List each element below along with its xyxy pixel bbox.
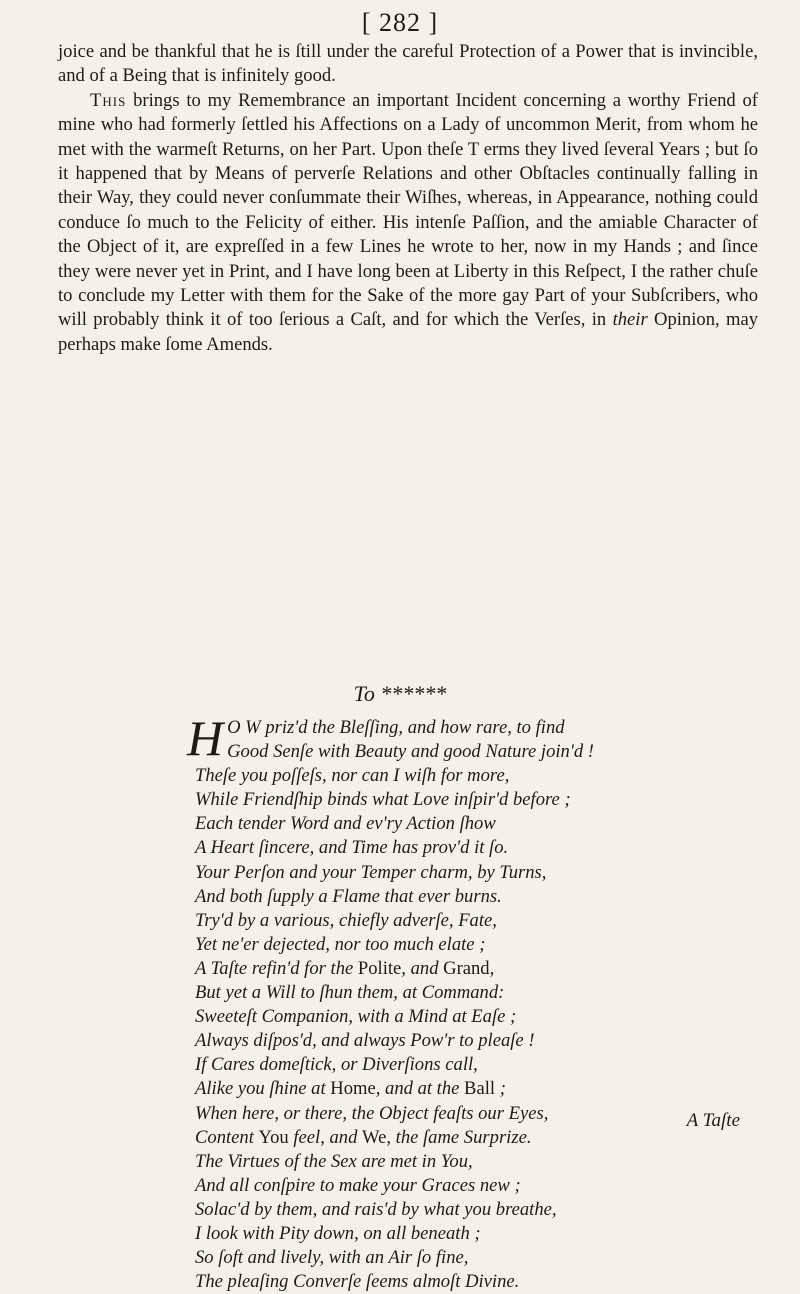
poem-line: If Cares domeſtick, or Diverſions call, bbox=[195, 1054, 478, 1076]
poem-line: Your Perſon and your Temper charm, by Turns, bbox=[195, 861, 547, 883]
paragraph-2-first-word: This bbox=[90, 89, 127, 111]
poem-line: O W priz'd the Bleſſing, and how rare, to find bbox=[227, 717, 565, 738]
poem-line: The Virtues of the Sex are met in You, bbox=[195, 1150, 473, 1172]
poem bbox=[187, 710, 755, 1294]
poem-line bbox=[195, 1077, 755, 1101]
poem-line: Good Senſe with Beauty and good Nature join'd ! bbox=[227, 741, 594, 763]
poem-line: Try'd by a various, chiefly adverſe, Fate, bbox=[195, 909, 497, 931]
poem-line-part: Alike you ſhine at bbox=[195, 1078, 331, 1100]
paragraph-2-end: Opinion, may perhaps make ſome Amends. bbox=[58, 309, 759, 355]
poem-line-part: Home bbox=[330, 1078, 376, 1100]
poem-line-part: , and at the bbox=[375, 1078, 465, 1100]
catchword: A Taſte bbox=[686, 1110, 740, 1131]
poem-line: Solac'd by them, and rais'd by what you breathe, bbox=[195, 1198, 557, 1220]
poem-line-part: We bbox=[362, 1126, 387, 1148]
poem-line-part: , bbox=[489, 957, 495, 979]
poem-line: I look with Pity down, on all beneath ; bbox=[195, 1222, 481, 1244]
paragraph-1: joice and be thankful that he is ſtill under the careful Protection of a Power that is invincible, and of a Being that is infinitely good. bbox=[58, 41, 758, 87]
poem-line: And both ſupply a Flame that ever burns. bbox=[195, 885, 502, 907]
drop-cap: H bbox=[187, 710, 224, 766]
poem-line: A Heart ſincere, and Time has prov'd it ſo. bbox=[195, 837, 509, 859]
poem-line: So ſoft and lively, with an Air ſo fine, bbox=[195, 1247, 469, 1269]
poem-line: Always diſpos'd, and always Pow'r to pleaſe ! bbox=[195, 1030, 535, 1052]
poem-line bbox=[195, 1126, 755, 1150]
poem-line: Sweeteſt Companion, with a Mind at Eaſe ; bbox=[195, 1006, 517, 1028]
poem-line-part: Content bbox=[195, 1126, 259, 1148]
poem-heading: To ****** bbox=[353, 681, 447, 706]
poem-line-part: , and bbox=[401, 957, 444, 979]
poem-line-part: A Taſte refin'd for the bbox=[195, 957, 358, 979]
paragraph-2-body: brings to my Remembrance an important Incident concerning a worthy Friend of mine who had formerly ſettled his Affections on a Lady of uncommon Merit, from whom he met with the warmeſt Returns, on her Part. Upon theſe T erms they lived ſeveral Years ; but ſo it happened that by Means of perverſe Relations and other Obſtacles continually falling in their Way, they could never conſummate their Wiſhes, whereas, in Appearance, nothing could conduce ſo much to the Felicity of either. His intenſe Paſſion, and the amiable Character of the Object of it, are expreſſed in a few Lines he wrote to her, now in my Hands ; and ſince they were never yet in Print, and I have long been at Liberty in this Reſpect, I the rather chuſe to conclude my Letter with them for the Sake of the more gay Part of your Subſcribers, who will probably think it of too ſerious a Caſt, and for which the Verſes, in bbox=[58, 89, 758, 331]
paragraph-2-italic-word: their bbox=[612, 309, 648, 331]
page-number: [ 282 ] bbox=[361, 8, 439, 37]
poem-line-part: Ball bbox=[464, 1078, 496, 1100]
paragraph-2 bbox=[58, 89, 758, 357]
poem-line-part: feel, and bbox=[288, 1126, 363, 1148]
poem-line: Each tender Word and ev'ry Action ſhow bbox=[195, 813, 496, 835]
poem-line-part: Grand bbox=[443, 957, 490, 979]
poem-line: The pleaſing Converſe ſeems almoſt Divine. bbox=[195, 1271, 520, 1293]
poem-line-part: , the ſame Surprize. bbox=[386, 1126, 532, 1148]
poem-line: Yet ne'er dejected, nor too much elate ; bbox=[195, 933, 486, 955]
prose-text bbox=[58, 40, 758, 357]
poem-line-part: Polite bbox=[357, 957, 402, 979]
poem-line bbox=[195, 957, 755, 981]
poem-line: Theſe you poſſeſs, nor can I wiſh for more, bbox=[195, 765, 510, 787]
poem-line: But yet a Will to ſhun them, at Command: bbox=[195, 982, 505, 1004]
poem-line-part: You bbox=[258, 1126, 289, 1148]
poem-line: When here, or there, the Object feaſts our Eyes, bbox=[195, 1102, 549, 1124]
poem-line: And all conſpire to make your Graces new ; bbox=[195, 1174, 521, 1196]
poem-line: While Friendſhip binds what Love inſpir'd before ; bbox=[195, 789, 571, 811]
poem-line-part: ; bbox=[495, 1078, 506, 1100]
